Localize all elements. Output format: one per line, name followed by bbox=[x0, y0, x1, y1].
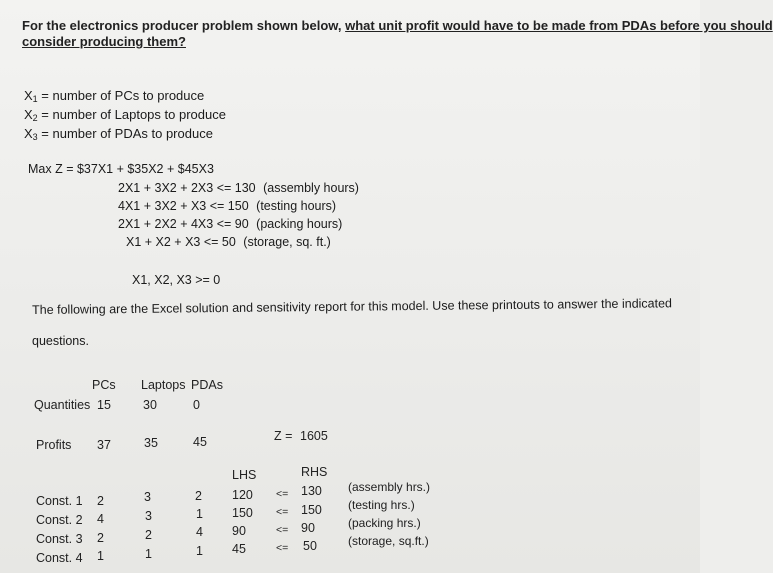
row-rhs: 50 bbox=[303, 539, 317, 553]
row-lhs: 90 bbox=[232, 524, 246, 538]
row-pdas: 4 bbox=[196, 525, 203, 539]
row-label: Const. 3 bbox=[36, 532, 83, 546]
row-label: Const. 4 bbox=[36, 551, 83, 565]
z-label: Z = bbox=[274, 429, 293, 443]
objective-function: Max Z = $37X1 + $35X2 + $45X3 bbox=[28, 162, 214, 176]
profit-laptops: 35 bbox=[144, 436, 158, 450]
variable-def-1: $X_1$ = number of PCs to produce bbox=[24, 88, 205, 104]
row-pcs: 4 bbox=[97, 512, 104, 526]
row-lhs: 45 bbox=[232, 542, 246, 556]
constraint-4: X1 + X2 + X3 <= 50 (storage, sq. ft.) bbox=[126, 235, 331, 249]
quantity-pdas: 0 bbox=[193, 398, 200, 412]
rhs-header: RHS bbox=[301, 465, 328, 479]
constraint-2: 4X1 + 3X2 + X3 <= 150 (testing hours) bbox=[118, 199, 337, 213]
question-underlined-2: consider producing them? bbox=[22, 34, 186, 49]
lhs-header: LHS bbox=[232, 468, 257, 482]
constraint-3: 2X1 + 2X2 + 4X3 <= 90 (packing hours) bbox=[118, 217, 343, 231]
header-laptops: Laptops bbox=[141, 378, 186, 392]
row-operator: <= bbox=[276, 506, 289, 518]
row-pdas: 1 bbox=[196, 544, 203, 558]
variable-def-2: $X_2$ = number of Laptops to produce bbox=[24, 107, 226, 123]
row-pcs: 1 bbox=[97, 549, 104, 563]
row-pdas: 2 bbox=[195, 489, 202, 503]
row-operator: <= bbox=[276, 488, 289, 500]
row-rhs: 130 bbox=[301, 484, 322, 498]
row-lhs: 150 bbox=[232, 506, 253, 520]
header-pcs: PCs bbox=[92, 378, 116, 392]
question-line-1 bbox=[22, 18, 773, 33]
profit-pcs: 37 bbox=[97, 438, 111, 452]
intro-text-1: The following are the Excel solution and sensitivity report for this model. Use these printouts to answer the indicated bbox=[32, 296, 673, 317]
question-underlined-1: what unit profit would have to be made from PDAs before you should bbox=[345, 18, 773, 33]
row-pcs: 2 bbox=[97, 531, 104, 545]
variable-def-3: $X_3$ = number of PDAs to produce bbox=[24, 126, 213, 142]
row-note: (testing hrs.) bbox=[348, 498, 415, 512]
profits-label: Profits bbox=[36, 438, 72, 452]
quantity-laptops: 30 bbox=[143, 398, 157, 412]
row-laptops: 3 bbox=[145, 509, 152, 523]
row-note: (assembly hrs.) bbox=[348, 480, 431, 494]
row-laptops: 3 bbox=[144, 490, 151, 504]
question-lead: For the electronics producer problem shown below, bbox=[22, 18, 346, 33]
row-pdas: 1 bbox=[196, 507, 203, 521]
nonnegativity-constraint: X1, X2, X3 >= 0 bbox=[132, 273, 221, 287]
row-rhs: 90 bbox=[301, 521, 315, 535]
z-value: 1605 bbox=[300, 429, 328, 443]
row-rhs: 150 bbox=[301, 503, 322, 517]
row-laptops: 1 bbox=[145, 547, 152, 561]
question-line-2 bbox=[22, 34, 186, 49]
row-lhs: 120 bbox=[232, 488, 253, 502]
row-operator: <= bbox=[276, 542, 289, 554]
constraint-1: 2X1 + 3X2 + 2X3 <= 130 (assembly hours) bbox=[118, 181, 359, 195]
quantity-pcs: 15 bbox=[97, 398, 111, 412]
row-note: (storage, sq.ft.) bbox=[348, 534, 429, 548]
header-pdas: PDAs bbox=[191, 378, 223, 392]
row-laptops: 2 bbox=[145, 528, 152, 542]
row-pcs: 2 bbox=[97, 494, 104, 508]
row-label: Const. 1 bbox=[36, 494, 83, 508]
quantities-label: Quantities bbox=[34, 398, 91, 412]
row-note: (packing hrs.) bbox=[348, 516, 421, 530]
intro-text-2: questions. bbox=[32, 334, 89, 348]
profit-pdas: 45 bbox=[193, 435, 207, 449]
row-label: Const. 2 bbox=[36, 513, 83, 527]
row-operator: <= bbox=[276, 524, 289, 536]
